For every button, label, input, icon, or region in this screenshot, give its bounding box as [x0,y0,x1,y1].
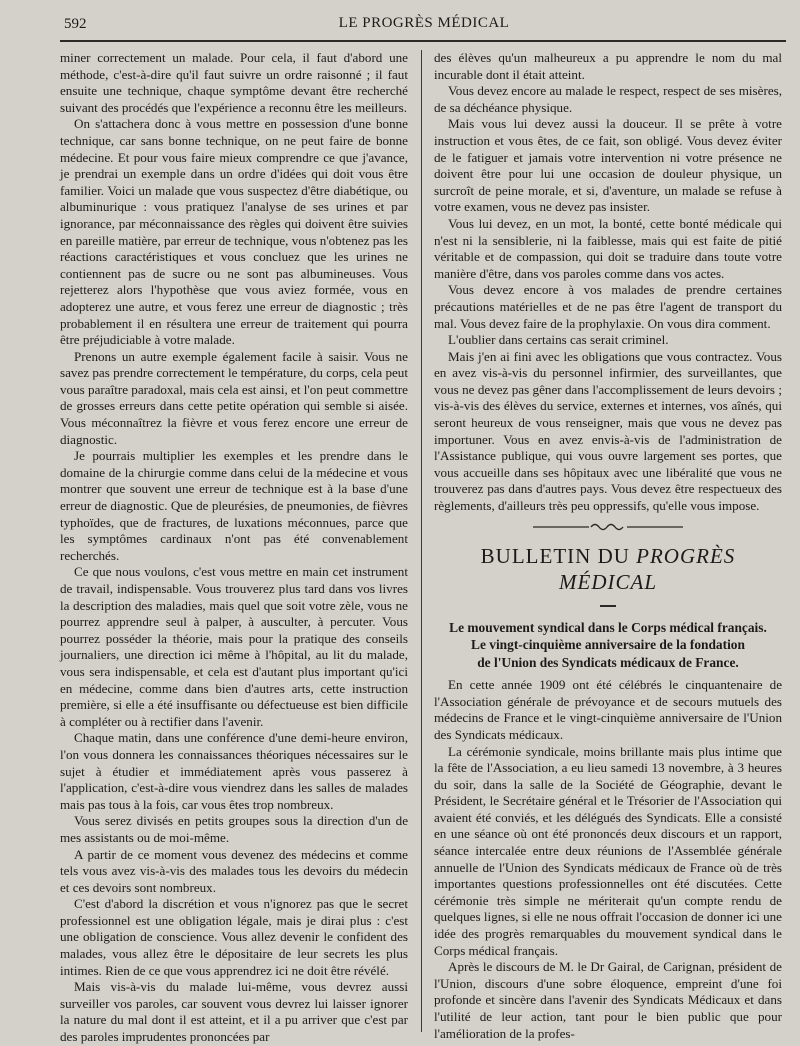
paragraph: Mais j'en ai fini avec les obligations que vous contractez. Vous en avez vis-à-vis du personnel infirmier, des surveillantes, que vous ne devez pas gêner dans l'accomplissement de leurs devoirs ; vis-à-vis des élèves du service, externes et internes, vos aînés, qui seront heureux de vous renseigner, mais que vous ne devez pas importuner. Vous en avez envis-à-vis de l'administration de l'Assistance publique, qui vous ouvre largement ses portes, que vous accueille dans ses hôpitaux avec une libéralité que vous ne trouverez pas dans d'autres pays. Vous devez être respectueux des règlements, d'ailleurs très peu oppressifs, qu'elle vous impose. [434,348,782,514]
column-divider [421,50,422,1032]
paragraph: Vous serez divisés en petits groupes sous la direction d'un de mes assistants ou de moi-même. [60,813,408,845]
bulletin-title [434,543,782,595]
ornament-rule-icon [533,521,683,533]
paragraph: Ce que nous voulons, c'est vous mettre en main cet instrument de travail, indispensable. Vous trouverez plus tard dans vos livres la description des maladies, mais quel que soit votre zèle, vous ne pourrez apprendre seul à palper, à ausculter, à percuter. Vous pourrez posséder la théorie, mais pour la pratique des conseils journaliers, une direction ici même à l'hôpital, au lit du malade, vous sera indispensable, et cela est d'autant plus important qu'ici en médecine, comme dans bien d'autres arts, cette instruction première, si elle a été insuffisante ou défectueuse est bien difficile à compléter ou à rectifier dans l'avenir. [60,564,408,729]
paragraph: On s'attachera donc à vous mettre en possession d'une bonne technique, car sans bonne technique, on ne peut faire de bonne médecine. Et pour vous faire mieux comprendre ce que j'avance, je prendrai un exemple dans un ordre d'idées qui doit vous être familier. Voici un malade que vous suspectez d'être diabétique, ou albuminurique : vous pratiquez l'analyse de ses urines et par ignorance, par méconnaissance des règles qui doivent être suivies en pareille matière, par erreur de technique, vous n'obtenez pas les réactions caractéristiques et vous concluez que les urines ne contiennent pas de sucre ou ne sont pas albumineuses. Vous rejetterez alors l'hypothèse que vous aviez formée, vous en adopterez une autre, et vous ferez une erreur de diagnostic ; très probablement il en résultera une erreur de traitement qui pourra être préjudiciable à votre malade. [60,116,408,348]
paragraph: C'est d'abord la discrétion et vous n'ignorez pas que le secret professionnel est une obligation légale, mais je dirai plus : c'est une obligation de conscience. Vous allez devenir le confident des malades, vous allez être le dépositaire de leur secrets les plus intimes. Rien de ce que vous apprendrez ici ne doit être révélé. [60,896,408,978]
paragraph: La cérémonie syndicale, moins brillante mais plus intime que la fête de l'Association, a eu lieu samedi 13 novembre, à 3 heures du soir, dans la salle de la Société de Géographie, devant le Président, le Secrétaire général et le Trésorier de l'Association qui avaient été conviés, et les délégués des Syndicats. Elle a consisté en une séance où ont été prononcés deux discours et un rapport, séance intercalée entre deux réunions de l'Assemblée générale annuelle de l'Union des Syndicats médicaux de France où de très importantes questions professionnelles ont été discutées. Cette cérémonie très simple ne mériterait qu'un compte rendu de quelques lignes, si elle ne nous offrait l'occasion de donner ici une idée des progrès remarquables du mouvement syndical dans le Corps médical français. [434,743,782,958]
paragraph: A partir de ce moment vous devenez des médecins et comme tels vous avez vis-à-vis des malades tous les devoirs du médecin et ces devoirs sont nombreux. [60,846,408,895]
article-heading [434,619,782,672]
article-heading-line: Le mouvement syndical dans le Corps médical français. [449,619,767,635]
page-number: 592 [64,16,87,32]
header-rule [60,40,786,42]
bulletin-title-prefix: BULLETIN DU [480,543,630,568]
paragraph: Mais vis-à-vis du malade lui-même, vous devrez aussi surveiller vos paroles, car souvent vous devrez lui laisser ignorer la nature du mal dont il est atteint, et il a pu arriver que c'est par des paroles imprudentes prononcées par [60,979,408,1045]
paragraph: Prenons un autre exemple également facile à saisir. Vous ne savez pas prendre correctement le température, du corps, cela peut vous paraître paradoxal, mais cela est ainsi, et l'on peut commettre de grosses erreurs dans cette petite opération qui semble si aisée. Vous méconnaîtrez la fièvre et vous ferez encore une erreur de diagnostic. [60,348,408,447]
paragraph: Je pourrais multiplier les exemples et les prendre dans le domaine de la chirurgie comme dans celui de la médecine et vous montrer que souvent une erreur de technique est à la base d'une erreur de diagnostic. Que de pleurésies, de pneumonies, de fièvres typhoïdes, que de fractures, de luxations méconnues, parce que les symptômes cardinaux n'ont pas été convenablement recherchés. [60,448,408,563]
journal-title: LE PROGRÈS MÉDICAL [338,15,510,31]
section-ornament [434,521,782,535]
paragraph: En cette année 1909 ont été célébrés le cinquantenaire de l'Association générale de prévoyance et de secours mutuels des médecins de France et le vingt-cinquième anniversaire de l'Union des Syndicats médicaux. [434,677,782,742]
paragraph: Vous devez encore au malade le respect, respect de ses misères, de sa déchéance physique. [434,83,782,115]
paragraph: miner correctement un malade. Pour cela, il faut d'abord une méthode, c'est-à-dire qu'il faut suivre un ordre raisonné ; il faut ensuite une technique, chaque symptôme devant être recherché suivant des procédés que l'expérience a reconnu être les meilleurs. [60,50,408,115]
left-column [60,50,408,1046]
paragraph: des élèves qu'un malheureux a pu apprendre le nom du mal incurable dont il était atteint. [434,50,782,82]
article-heading-line: de l'Union des Syndicats médicaux de France. [477,654,739,670]
title-rule [600,605,616,607]
bulletin-title-journal: PROGRÈS MÉDICAL [559,543,736,594]
paragraph: Vous lui devez, en un mot, la bonté, cette bonté médicale qui n'est ni la sensiblerie, ni la faiblesse, mais qui est faite de pitié véritable et de compassion, qui doit se traduire dans toute votre manière d'être, dans vos paroles comme dans vos actes. [434,215,782,281]
article-heading-line: Le vingt-cinquième anniversaire de la fondation [471,637,745,653]
right-column [434,50,782,1042]
paragraph: Mais vous lui devez aussi la douceur. Il se prête à votre instruction et vous êtes, de ce fait, son obligé. Vous devez éviter de le fatiguer et jamais votre intervention ni votre présence ne doivent être pour lui une occasion de douleur physique, un surcroît de peine morale, et si, d'aventure, un malade se refuse à votre examen, vous ne devez pas insister. [434,116,782,215]
page-header [64,14,784,36]
paragraph: Après le discours de M. le Dr Gairal, de Carignan, président de l'Union, discours d'une sobre éloquence, empreint d'une foi profonde et sincère dans l'avenir des Syndicats Médicaux et dans l'utilité de leur action, tant pour le bien public que pour l'amélioration de la profes- [434,959,782,1041]
paragraph: Chaque matin, dans une conférence d'une demi-heure environ, l'on vous donnera les connaissances théoriques nécessaires sur le sujet à étudier et immédiatement après vous passerez à l'application, c'est-à-dire vous viendrez dans les salles de malades mais pas tous à la fois, car vous êtes trop nombreux. [60,730,408,812]
paragraph: Vous devez encore à vos malades de prendre certaines précautions matérielles et de ne pas être l'agent de transport du mal. Vous devez faire de la prophylaxie. On vous dira comment. [434,282,782,331]
paragraph: L'oublier dans certains cas serait criminel. [448,332,669,348]
